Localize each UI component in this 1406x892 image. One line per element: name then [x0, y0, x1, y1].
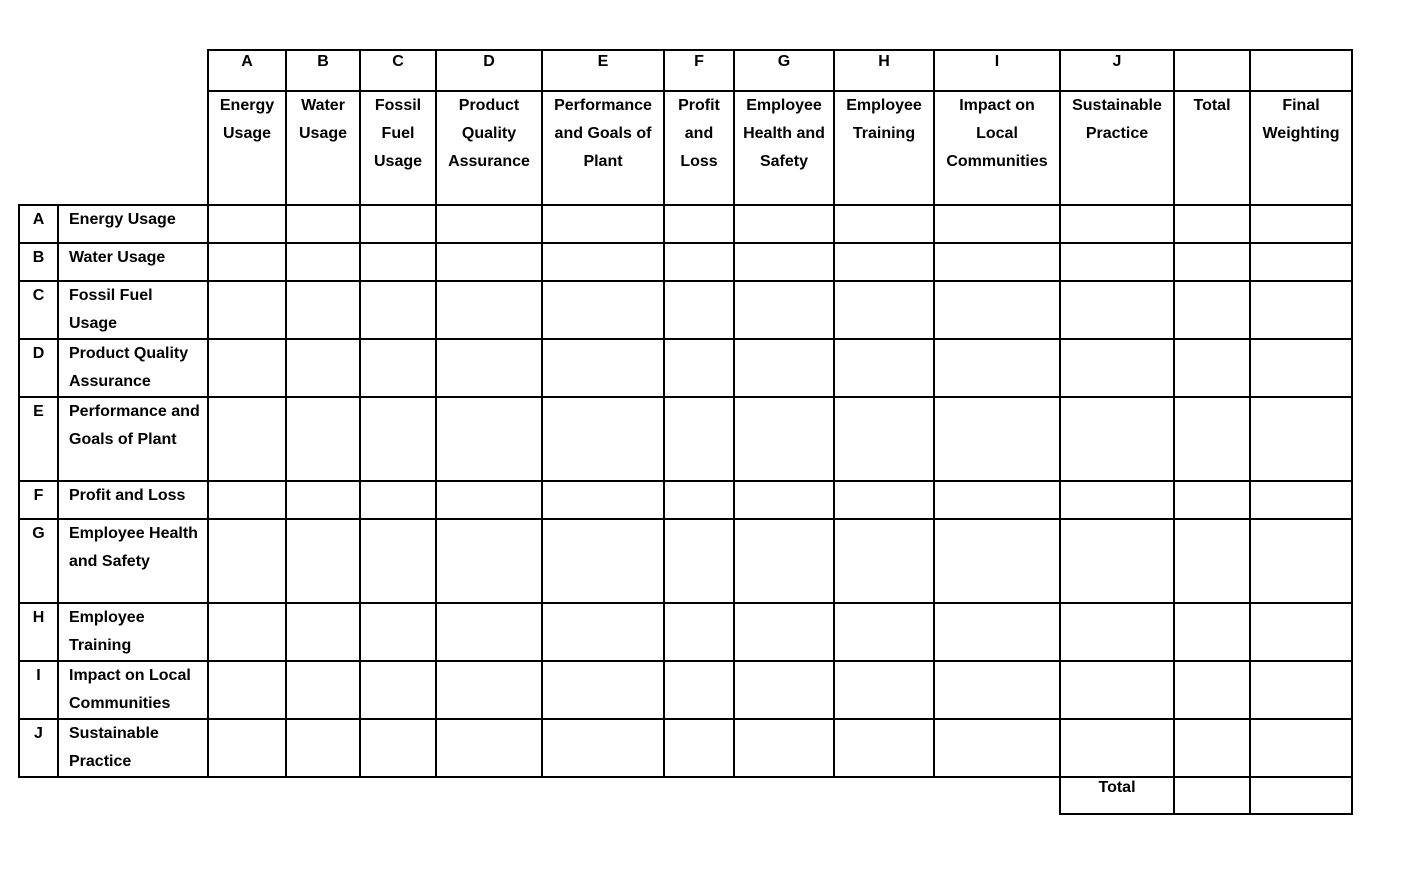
comparison-cell[interactable]	[360, 243, 436, 281]
row-letter: J	[19, 719, 58, 777]
comparison-cell[interactable]	[934, 661, 1060, 719]
comparison-cell[interactable]	[542, 519, 664, 603]
row-letter: C	[19, 281, 58, 339]
row-total-cell[interactable]	[1174, 339, 1250, 397]
column-header-label: Sustainable Practice	[1072, 97, 1162, 142]
row-letter: H	[19, 603, 58, 661]
total-column-letter-cell	[1174, 50, 1250, 91]
comparison-cell[interactable]	[934, 281, 1060, 339]
comparison-cell[interactable]	[542, 719, 664, 777]
table-row	[19, 339, 1352, 397]
final-weighting-cell[interactable]	[1250, 339, 1352, 397]
final-weighting-cell[interactable]	[1250, 481, 1352, 519]
row-label: Employee Health and Safety	[58, 519, 208, 603]
comparison-cell[interactable]	[834, 243, 934, 281]
comparison-cell[interactable]	[1060, 519, 1174, 603]
comparison-cell[interactable]	[834, 205, 934, 243]
comparison-cell[interactable]	[664, 519, 734, 603]
comparison-cell[interactable]	[834, 339, 934, 397]
comparison-cell[interactable]	[934, 719, 1060, 777]
column-letter: G	[734, 50, 834, 91]
comparison-cell[interactable]	[1060, 719, 1174, 777]
comparison-cell[interactable]	[1060, 281, 1174, 339]
grand-total-cell[interactable]	[1174, 777, 1250, 814]
column-letter: J	[1060, 50, 1174, 91]
comparison-cell[interactable]	[1060, 339, 1174, 397]
comparison-cell[interactable]	[286, 243, 360, 281]
row-label: Water Usage	[58, 243, 208, 281]
column-header-label: Water Usage	[298, 97, 348, 142]
comparison-cell[interactable]	[360, 719, 436, 777]
comparison-cell[interactable]	[360, 205, 436, 243]
corner-blank	[19, 91, 58, 205]
comparison-cell[interactable]	[436, 243, 542, 281]
comparison-cell[interactable]	[834, 281, 934, 339]
final-weighting-column-header	[1250, 91, 1352, 205]
column-header-label: Energy Usage	[219, 97, 275, 142]
comparison-cell[interactable]	[734, 205, 834, 243]
column-header	[1060, 91, 1174, 205]
comparison-cell[interactable]	[542, 481, 664, 519]
footer-total-label-cell	[1060, 777, 1174, 814]
comparison-cell[interactable]	[286, 519, 360, 603]
comparison-cell[interactable]	[834, 603, 934, 661]
comparison-cell[interactable]	[664, 719, 734, 777]
comparison-cell[interactable]	[208, 397, 286, 481]
comparison-cell[interactable]	[286, 205, 360, 243]
comparison-cell[interactable]	[834, 661, 934, 719]
column-header-label: Performance and Goals of Plant	[554, 97, 652, 170]
row-label: Energy Usage	[58, 205, 208, 243]
comparison-cell[interactable]	[664, 481, 734, 519]
footer-row	[19, 777, 1352, 814]
comparison-cell[interactable]	[208, 243, 286, 281]
comparison-cell[interactable]	[286, 603, 360, 661]
final-weighting-cell[interactable]	[1250, 243, 1352, 281]
row-letter: E	[19, 397, 58, 481]
row-letter: F	[19, 481, 58, 519]
final-weighting-cell[interactable]	[1250, 519, 1352, 603]
row-total-cell[interactable]	[1174, 603, 1250, 661]
comparison-cell[interactable]	[664, 603, 734, 661]
column-header-label: Employee Health and Safety	[743, 97, 825, 170]
final-weighting-cell[interactable]	[1250, 603, 1352, 661]
row-letter: A	[19, 205, 58, 243]
comparison-cell[interactable]	[1060, 397, 1174, 481]
final-weighting-label: Final Weighting	[1262, 97, 1340, 142]
comparison-cell[interactable]	[286, 481, 360, 519]
comparison-cell[interactable]	[542, 205, 664, 243]
comparison-cell[interactable]	[208, 603, 286, 661]
row-total-cell[interactable]	[1174, 661, 1250, 719]
comparison-cell[interactable]	[934, 397, 1060, 481]
comparison-cell[interactable]	[834, 519, 934, 603]
comparison-cell[interactable]	[542, 339, 664, 397]
comparison-cell[interactable]	[360, 661, 436, 719]
final-weighting-cell[interactable]	[1250, 661, 1352, 719]
comparison-cell[interactable]	[664, 243, 734, 281]
column-letter: F	[664, 50, 734, 91]
comparison-cell[interactable]	[208, 281, 286, 339]
table-row	[19, 481, 1352, 519]
comparison-cell[interactable]	[664, 397, 734, 481]
column-header	[834, 91, 934, 205]
header-letter-row	[19, 50, 1352, 91]
row-letter: B	[19, 243, 58, 281]
comparison-cell[interactable]	[208, 339, 286, 397]
comparison-cell[interactable]	[934, 339, 1060, 397]
comparison-cell[interactable]	[1060, 243, 1174, 281]
comparison-cell[interactable]	[436, 397, 542, 481]
comparison-cell[interactable]	[286, 661, 360, 719]
table-row	[19, 205, 1352, 243]
comparison-cell[interactable]	[286, 339, 360, 397]
comparison-cell[interactable]	[934, 519, 1060, 603]
row-total-cell[interactable]	[1174, 243, 1250, 281]
comparison-cell[interactable]	[1060, 661, 1174, 719]
column-header-label: Impact on Local Communities	[946, 97, 1048, 170]
comparison-cell[interactable]	[208, 205, 286, 243]
column-header	[286, 91, 360, 205]
column-header	[934, 91, 1060, 205]
footer-blank	[19, 777, 1060, 814]
column-header	[208, 91, 286, 205]
comparison-cell[interactable]	[934, 603, 1060, 661]
comparison-cell[interactable]	[436, 281, 542, 339]
comparison-cell[interactable]	[834, 397, 934, 481]
comparison-cell[interactable]	[436, 205, 542, 243]
table-row	[19, 281, 1352, 339]
comparison-cell[interactable]	[542, 281, 664, 339]
final-weighting-cell[interactable]	[1250, 205, 1352, 243]
comparison-cell[interactable]	[1060, 205, 1174, 243]
row-label: Profit and Loss	[58, 481, 208, 519]
comparison-cell[interactable]	[436, 719, 542, 777]
comparison-cell[interactable]	[934, 243, 1060, 281]
table-row	[19, 661, 1352, 719]
table-row	[19, 719, 1352, 777]
comparison-cell[interactable]	[436, 519, 542, 603]
comparison-cell[interactable]	[734, 661, 834, 719]
comparison-cell[interactable]	[436, 661, 542, 719]
comparison-cell[interactable]	[734, 243, 834, 281]
comparison-cell[interactable]	[1060, 481, 1174, 519]
comparison-cell[interactable]	[436, 481, 542, 519]
comparison-cell[interactable]	[542, 243, 664, 281]
comparison-cell[interactable]	[360, 281, 436, 339]
final-weighting-letter-cell	[1250, 50, 1352, 91]
comparison-cell[interactable]	[360, 481, 436, 519]
comparison-cell[interactable]	[208, 481, 286, 519]
comparison-cell[interactable]	[542, 397, 664, 481]
final-weighting-cell[interactable]	[1250, 281, 1352, 339]
comparison-cell[interactable]	[542, 603, 664, 661]
footer-total-label: Total	[1098, 779, 1136, 796]
comparison-cell[interactable]	[934, 481, 1060, 519]
comparison-cell[interactable]	[734, 281, 834, 339]
row-letter: I	[19, 661, 58, 719]
column-header	[436, 91, 542, 205]
column-letter: I	[934, 50, 1060, 91]
column-header-label: Employee Training	[846, 97, 922, 142]
column-header	[542, 91, 664, 205]
comparison-cell[interactable]	[360, 603, 436, 661]
comparison-cell[interactable]	[360, 519, 436, 603]
column-header	[360, 91, 436, 205]
comparison-cell[interactable]	[734, 339, 834, 397]
grand-final-weighting-cell[interactable]	[1250, 777, 1352, 814]
column-letter: C	[360, 50, 436, 91]
comparison-cell[interactable]	[360, 339, 436, 397]
comparison-cell[interactable]	[734, 481, 834, 519]
comparison-cell[interactable]	[664, 339, 734, 397]
corner-blank	[58, 91, 208, 205]
column-header-label: Product Quality Assurance	[448, 97, 530, 170]
comparison-cell[interactable]	[360, 397, 436, 481]
comparison-cell[interactable]	[208, 661, 286, 719]
comparison-cell[interactable]	[664, 281, 734, 339]
header-label-row	[19, 91, 1352, 205]
row-letter: D	[19, 339, 58, 397]
row-label: Fossil Fuel Usage	[58, 281, 208, 339]
comparison-cell[interactable]	[286, 397, 360, 481]
comparison-cell[interactable]	[734, 519, 834, 603]
table-row	[19, 603, 1352, 661]
comparison-cell[interactable]	[436, 339, 542, 397]
comparison-cell[interactable]	[734, 603, 834, 661]
column-letter: B	[286, 50, 360, 91]
comparison-cell[interactable]	[734, 397, 834, 481]
comparison-cell[interactable]	[664, 205, 734, 243]
final-weighting-cell[interactable]	[1250, 719, 1352, 777]
final-weighting-cell[interactable]	[1250, 397, 1352, 481]
row-label: Product Quality Assurance	[58, 339, 208, 397]
row-label: Sustainable Practice	[58, 719, 208, 777]
row-total-cell[interactable]	[1174, 397, 1250, 481]
row-label: Performance and Goals of Plant	[58, 397, 208, 481]
corner-blank	[19, 50, 58, 91]
table-row	[19, 397, 1352, 481]
column-header	[734, 91, 834, 205]
column-letter: D	[436, 50, 542, 91]
row-total-cell[interactable]	[1174, 281, 1250, 339]
row-total-cell[interactable]	[1174, 205, 1250, 243]
row-total-cell[interactable]	[1174, 719, 1250, 777]
column-letter: H	[834, 50, 934, 91]
column-letter: A	[208, 50, 286, 91]
comparison-cell[interactable]	[834, 481, 934, 519]
comparison-cell[interactable]	[436, 603, 542, 661]
row-total-cell[interactable]	[1174, 481, 1250, 519]
comparison-cell[interactable]	[664, 661, 734, 719]
comparison-cell[interactable]	[286, 281, 360, 339]
column-letter: E	[542, 50, 664, 91]
comparison-cell[interactable]	[286, 719, 360, 777]
row-label: Employee Training	[58, 603, 208, 661]
comparison-cell[interactable]	[208, 719, 286, 777]
total-column-header	[1174, 91, 1250, 205]
column-header-label: Fossil Fuel Usage	[373, 97, 423, 170]
row-total-cell[interactable]	[1174, 519, 1250, 603]
comparison-cell[interactable]	[734, 719, 834, 777]
column-header-label: Profit and Loss	[678, 97, 720, 170]
comparison-cell[interactable]	[542, 661, 664, 719]
pairwise-comparison-matrix	[18, 49, 1353, 815]
table-row	[19, 519, 1352, 603]
total-column-label: Total	[1193, 97, 1231, 114]
column-header	[664, 91, 734, 205]
comparison-cell[interactable]	[934, 205, 1060, 243]
comparison-cell[interactable]	[1060, 603, 1174, 661]
table-row	[19, 243, 1352, 281]
comparison-cell[interactable]	[208, 519, 286, 603]
comparison-cell[interactable]	[834, 719, 934, 777]
row-letter: G	[19, 519, 58, 603]
corner-blank	[58, 50, 208, 91]
row-label: Impact on Local Communities	[58, 661, 208, 719]
